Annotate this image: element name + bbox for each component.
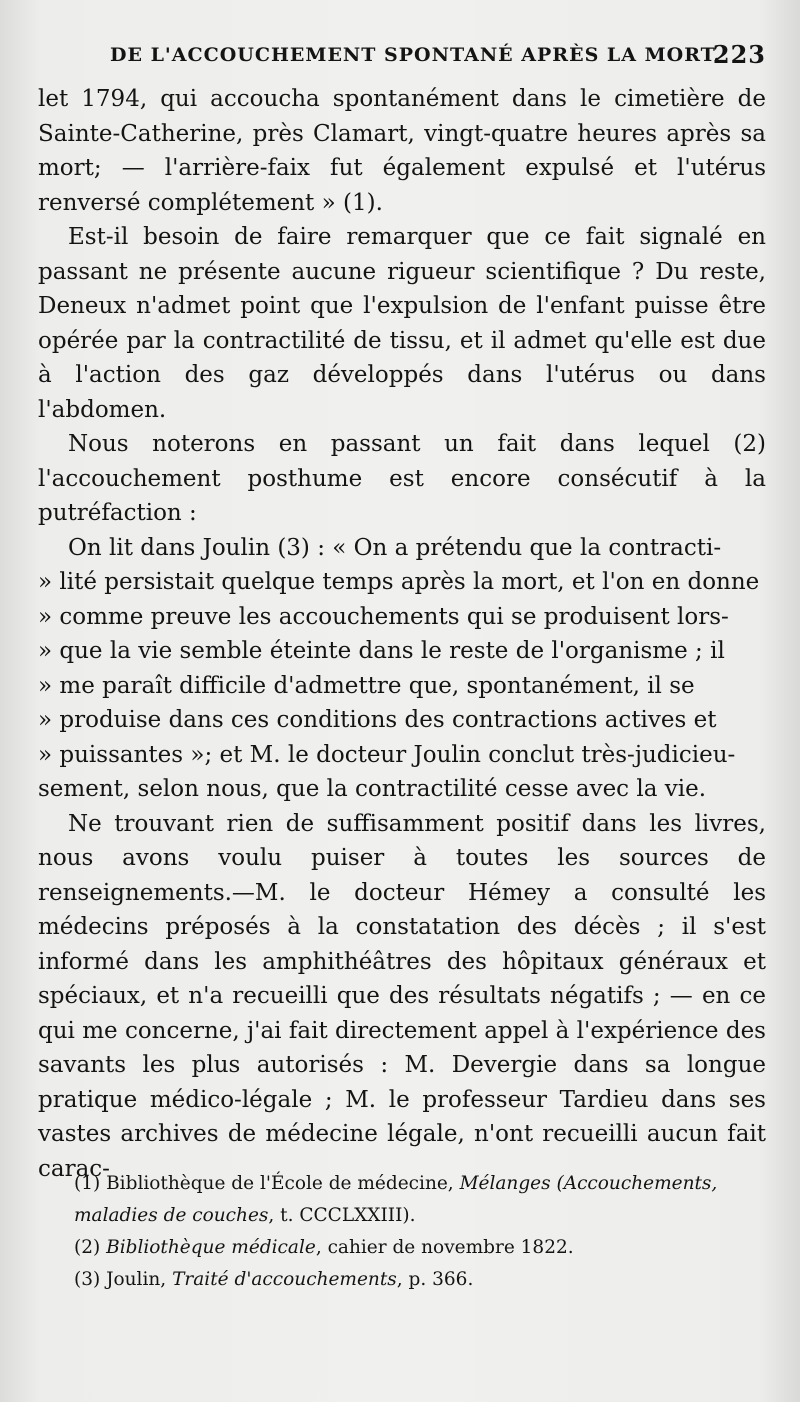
footnote-1 [74, 1168, 768, 1232]
quote-line: sement, selon nous, que la contractilité cesse avec la vie. [38, 776, 707, 802]
paragraph: Est-il besoin de faire remarquer que ce fait signalé en passant ne présente aucune rigueur scientifique ? Du reste, Deneux n'admet point que l'expulsion de l'enfant puisse être opérée par la contractilité de tissu, et il admet qu'elle est due à l'action des gaz développés dans l'utérus ou dans l'abdomen. [38, 224, 766, 423]
footnotes [74, 1168, 768, 1296]
footnote-italic: maladies de couches [74, 1205, 269, 1226]
paragraph: Nous noterons en passant un fait dans lequel (2) l'accouchement posthume est encore consécutif à la putréfaction : [38, 431, 766, 526]
footnote-text: , cahier de novembre 1822. [315, 1237, 574, 1258]
quote-line: » lité persistait quelque temps après la mort, et l'on en donne [38, 569, 760, 595]
quote-line: » me paraît difficile d'admettre que, spontanément, il se [38, 672, 695, 699]
page-number: 223 [712, 40, 766, 69]
quote-line: » que la vie semble éteinte dans le reste de l'organisme ; il [38, 638, 725, 664]
main-text [38, 82, 766, 1186]
footnote-italic: Bibliothèque médicale [106, 1237, 316, 1258]
paragraph: Ne trouvant rien de suffisamment positif dans les livres, nous avons voulu puiser à toutes les sources de renseignements.—M. le docteur Hémey a consulté les médecins préposés à la constatation des décès ; il s'est informé dans les amphithéâtres des hôpitaux généraux et spéciaux, et n'a recueilli que des résultats négatifs ; — en ce qui me concerne, j'ai fait directement appel à l'expérience des savants les plus autorisés : M. Devergie dans sa longue pratique médico-légale ; M. le professeur Tardieu dans ses vastes archives de médecine légale, n'ont recueilli aucun fait carac- [38, 810, 766, 1182]
running-title: DE L'ACCOUCHEMENT SPONTANÉ APRÈS LA MORT. [110, 44, 721, 66]
paragraph: let 1794, qui accoucha spontanément dans le cimetière de Sainte-Catherine, près Clamart, vingt-quatre heures après sa mort; — l'arrière-faix fut également expulsé et l'utérus renversé complétement » (1). [38, 86, 766, 216]
running-header [110, 40, 766, 74]
footnote-text: (2) [74, 1237, 107, 1258]
footnote-3 [74, 1264, 768, 1296]
footnote-italic: Traité d'accouchements [172, 1269, 397, 1290]
quote-line: » puissantes »; et M. le docteur Joulin conclut très-judicieu- [38, 741, 736, 768]
quotation [38, 531, 766, 807]
footnote-text: (3) Joulin, [74, 1269, 173, 1290]
quote-line: On lit dans Joulin (3) : « On a prétendu que la contracti- [68, 534, 722, 561]
quote-line: » produise dans ces conditions des contractions actives et [38, 707, 717, 733]
footnote-text: (1) Bibliothèque de l'École de médecine, [74, 1173, 460, 1194]
footnote-text: , p. 366. [396, 1269, 474, 1290]
footnote-text: , t. CCCLXXIII). [268, 1205, 416, 1226]
quote-line: » comme preuve les accouchements qui se produisent lors- [38, 603, 729, 630]
footnote-italic: Mélanges (Accouchements, [459, 1173, 718, 1194]
footnote-2 [74, 1232, 768, 1264]
